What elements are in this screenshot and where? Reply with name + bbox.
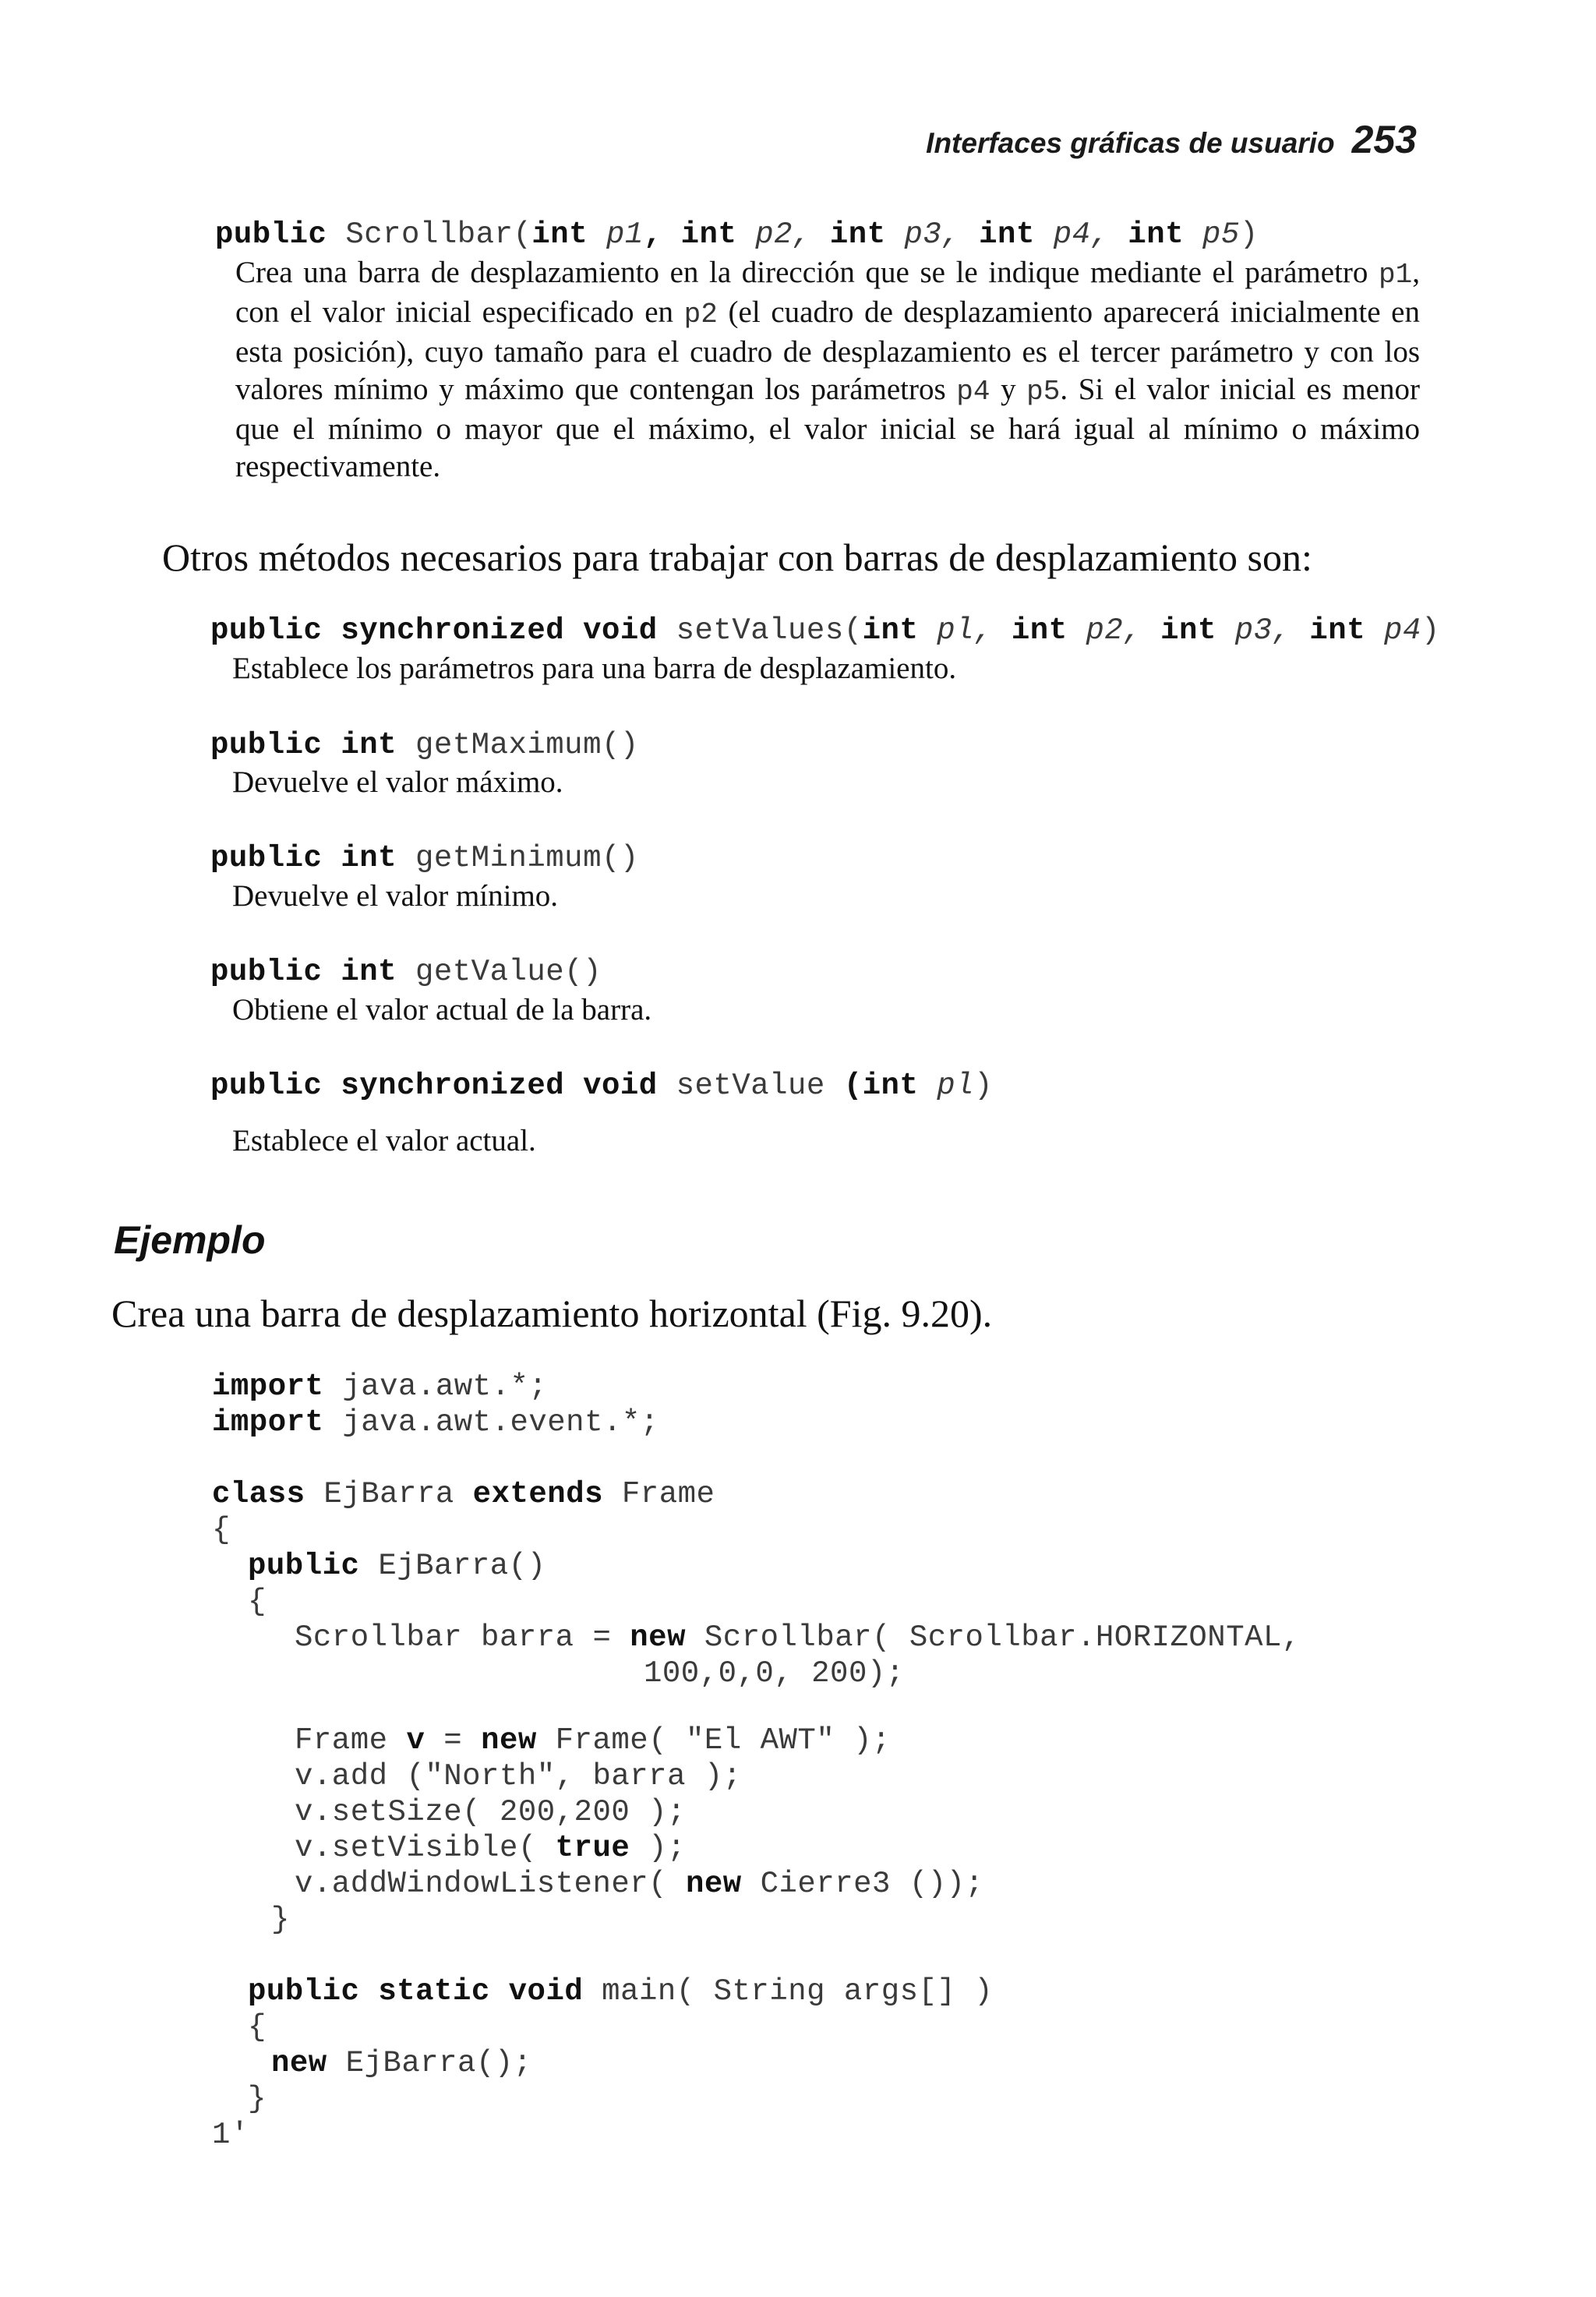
keyword-true: true <box>555 1831 630 1865</box>
code-text: Scrollbar barra = <box>295 1620 630 1655</box>
method-name: setValues( <box>676 613 863 648</box>
method-modifiers: public int <box>210 955 397 989</box>
inline-code-p4: p4 <box>956 376 990 408</box>
page-number: 253 <box>1351 118 1417 161</box>
code-text: main( String args[] ) <box>583 1974 994 2009</box>
param-p3: p3, <box>904 217 961 252</box>
inline-code-p2: p2 <box>683 299 718 330</box>
param-p5: p5 <box>1202 217 1240 252</box>
running-header <box>926 117 1417 162</box>
keyword-new: new <box>630 1620 686 1655</box>
keyword-new: new <box>481 1723 537 1758</box>
code-text: Frame( "El AWT" ); <box>536 1723 891 1758</box>
method-getmaximum-signature <box>210 727 639 763</box>
code-line <box>295 1866 983 1902</box>
code-text: Frame <box>295 1723 407 1758</box>
code-line: { <box>248 2010 267 2044</box>
code-line <box>295 1620 1301 1656</box>
code-text: java.awt.event.*; <box>323 1405 659 1440</box>
method-name: getMaximum() <box>415 728 639 762</box>
code-text: Scrollbar( Scrollbar.HORIZONTAL, <box>686 1620 1301 1655</box>
method-name: setValue <box>676 1069 825 1103</box>
keyword-int: int <box>531 217 588 252</box>
param-p4: p4, <box>1053 217 1110 252</box>
code-text: EjBarra <box>305 1477 473 1511</box>
method-setvalue-signature <box>210 1068 993 1104</box>
keyword-new: new <box>271 2046 327 2080</box>
code-line: { <box>248 1585 267 1619</box>
method-setvalue-description: Establece el valor actual. <box>232 1124 536 1157</box>
code-line <box>212 1369 547 1405</box>
description-text: y <box>990 373 1027 406</box>
code-text: Cierre3 ()); <box>741 1867 984 1901</box>
code-line <box>248 1548 546 1584</box>
paren-close: ) <box>974 1069 993 1103</box>
keyword-int: int <box>829 217 886 252</box>
code-text: java.awt.*; <box>323 1369 548 1404</box>
keyword-int: int <box>1309 613 1366 648</box>
code-line: 100,0,0, 200); <box>644 1656 905 1691</box>
code-text: EjBarra() <box>359 1549 546 1583</box>
param-p1: p1 <box>606 217 644 252</box>
code-text: ); <box>630 1831 686 1865</box>
description-text: Crea una barra de desplazamiento en la dirección que se le indique mediante el parámetro <box>235 256 1368 289</box>
description-text: (el cuadro de desplazamiento aparecerá inicialmente en esta posición), cuyo tamaño para el cuadro de desplazamiento es el tercer parámetro y con los valores mínimo y máximo que contengan los parámetros <box>235 295 1420 406</box>
param-p1: pl, <box>937 613 993 648</box>
code-line: } <box>248 2082 267 2116</box>
keyword-public: public <box>215 217 327 252</box>
code-line <box>212 1476 715 1512</box>
method-name: getMinimum() <box>415 841 639 875</box>
keyword-int: int <box>979 217 1035 252</box>
param-p3: p3, <box>1234 613 1291 648</box>
keyword-int: int <box>1011 613 1068 648</box>
keyword-extends: extends <box>472 1477 603 1511</box>
code-text: v.setVisible( <box>295 1831 556 1865</box>
param-separator: , <box>643 217 662 252</box>
param-p2: p2, <box>1086 613 1142 648</box>
code-text: Frame <box>603 1477 715 1511</box>
section-heading: Ejemplo <box>114 1218 266 1262</box>
code-line: v.setSize( 200,200 ); <box>295 1795 686 1829</box>
keyword-modifiers: public static void <box>248 1974 584 2009</box>
method-getminimum-signature <box>210 840 639 876</box>
method-modifiers: public int <box>210 728 397 762</box>
code-line <box>271 2045 532 2081</box>
keyword-public: public <box>248 1549 360 1583</box>
method-getvalue-signature <box>210 954 602 990</box>
code-line <box>295 1830 686 1866</box>
code-line <box>212 1405 659 1440</box>
keyword-import: import <box>212 1369 324 1404</box>
keyword-class: class <box>212 1477 305 1511</box>
code-line: } <box>271 1903 290 1937</box>
inline-code-p1: p1 <box>1379 259 1413 291</box>
keyword-import: import <box>212 1405 324 1440</box>
keyword-int: int <box>1128 217 1185 252</box>
keyword-int: int <box>1160 613 1216 648</box>
method-modifiers: public synchronized void <box>210 613 658 648</box>
constructor-description <box>235 254 1420 486</box>
description-text: . Si el valor inicial es menor que el mínimo o mayor que el máximo, el valor inicial se hará igual al mínimo o máximo respectivamente. <box>235 373 1421 483</box>
method-setvalues-signature <box>210 613 1440 648</box>
method-setvalues-description: Establece los parámetros para una barra de desplazamiento. <box>232 652 957 685</box>
keyword-int: int <box>680 217 737 252</box>
param-p4: p4 <box>1384 613 1421 648</box>
code-line <box>248 1974 993 2009</box>
method-getvalue-description: Obtiene el valor actual de la barra. <box>232 993 652 1027</box>
code-text: v.addWindowListener( <box>295 1867 686 1901</box>
paren-close: ) <box>1421 613 1440 648</box>
code-identifier: v <box>406 1723 425 1758</box>
keyword-int: int <box>862 613 919 648</box>
method-name: getValue() <box>415 955 602 989</box>
code-line: v.add ("North", barra ); <box>295 1759 742 1793</box>
code-text: EjBarra(); <box>327 2046 532 2080</box>
method-getmaximum-description: Devuelve el valor máximo. <box>232 765 563 799</box>
method-getminimum-description: Devuelve el valor mínimo. <box>232 879 559 913</box>
inline-code-p5: p5 <box>1026 376 1061 408</box>
method-modifiers: public synchronized void <box>210 1069 658 1103</box>
constructor-name: Scrollbar( <box>345 217 532 252</box>
method-modifiers: public int <box>210 841 397 875</box>
constructor-signature <box>215 217 1259 253</box>
code-line: 1' <box>212 2118 249 2152</box>
code-line <box>295 1723 891 1758</box>
param-p2: p2, <box>755 217 811 252</box>
param-p1: pl <box>937 1069 975 1103</box>
keyword-new: new <box>685 1867 742 1901</box>
keyword-int: (int <box>843 1069 919 1103</box>
running-title: Interfaces gráficas de usuario <box>926 127 1335 159</box>
code-text: = <box>425 1723 482 1758</box>
methods-intro: Otros métodos necesarios para trabajar con barras de desplazamiento son: <box>162 535 1312 579</box>
example-intro: Crea una barra de desplazamiento horizontal (Fig. 9.20). <box>111 1292 993 1335</box>
code-line: { <box>212 1513 231 1547</box>
paren-close: ) <box>1239 217 1259 252</box>
description-text: , con el valor inicial especificado en <box>235 256 1421 329</box>
